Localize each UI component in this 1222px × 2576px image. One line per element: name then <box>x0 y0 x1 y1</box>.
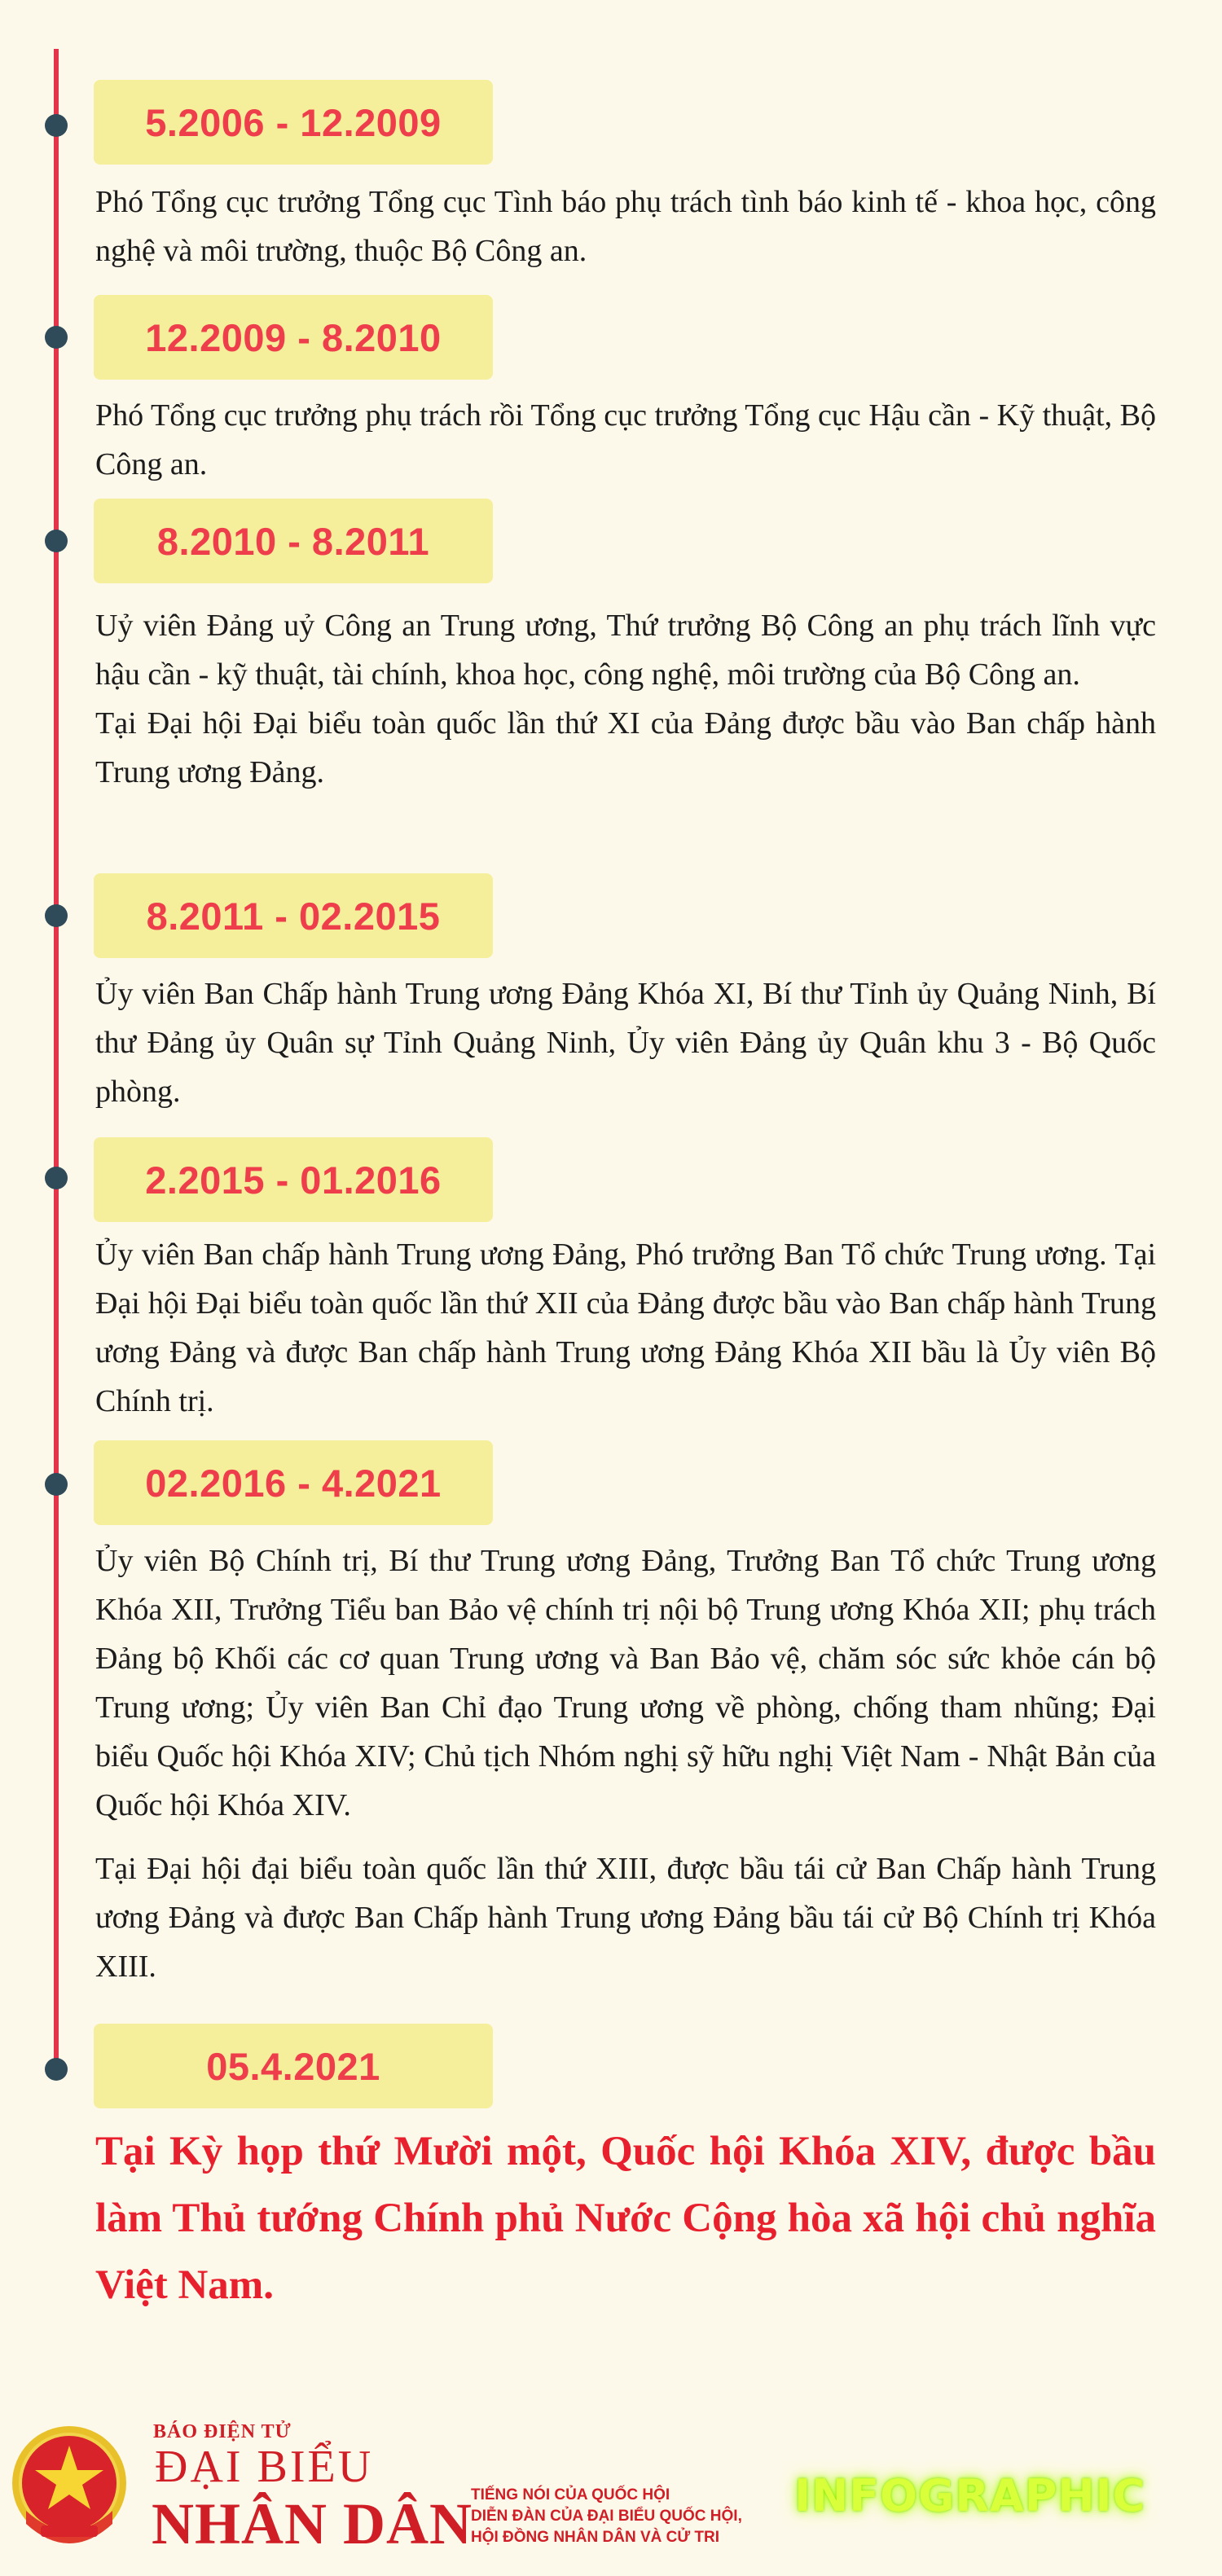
entry-paragraph: Ủy viên Ban chấp hành Trung ương Đảng, Phó trưởng Ban Tổ chức Trung ương. Tại Đại hội Đại biểu toàn quốc lần thứ XII của Đảng được bầu vào Ban chấp hành Trung ương Đảng và được Ban chấp hành Trung ương Đảng Khóa XII bầu là Ủy viên Bộ Chính trị. <box>95 1237 1156 1418</box>
footer <box>0 2395 1222 2576</box>
date-label: 12.2009 - 8.2010 <box>94 295 493 380</box>
tagline <box>471 2485 764 2548</box>
final-text: Tại Kỳ họp thứ Mười một, Quốc hội Khóa XIV, được bầu làm Thủ tướng Chính phủ Nước Cộng hòa xã hội chủ nghĩa Việt Nam. <box>95 2129 1156 2308</box>
timeline-dot <box>45 530 68 552</box>
entry-paragraph: Ủy viên Bộ Chính trị, Bí thư Trung ương Đảng, Trưởng Ban Tổ chức Trung ương Khóa XII, Trưởng Tiểu ban Bảo vệ chính trị nội bộ Trung ương Khóa XII; phụ trách Đảng bộ Khối các cơ quan Trung ương và Ban Bảo vệ, chăm sóc sức khỏe cán bộ Trung ương; Ủy viên Ban Chỉ đạo Trung ương về phòng, chống tham nhũng; Đại biểu Quốc hội Khóa XIV; Chủ tịch Nhóm nghị sỹ hữu nghị Việt Nam - Nhật Bản của Quốc hội Khóa XIV. <box>95 1544 1156 1822</box>
entry-text <box>95 969 1156 1116</box>
paper-mid-title: ĐẠI BIỂU <box>155 2442 374 2492</box>
entry-paragraph: Ủy viên Ban Chấp hành Trung ương Đảng Khóa XI, Bí thư Tỉnh ủy Quảng Ninh, Bí thư Đảng ủy Quân sự Tỉnh Quảng Ninh, Ủy viên Đảng ủy Quân khu 3 - Bộ Quốc phòng. <box>95 977 1156 1109</box>
entry-text <box>95 1536 1156 1991</box>
date-label: 05.4.2021 <box>94 2024 493 2108</box>
entry-paragraph: Phó Tổng cục trưởng Tổng cục Tình báo phụ trách tình báo kinh tế - khoa học, công nghệ và môi trường, thuộc Bộ Công an. <box>95 185 1156 268</box>
date-label: 8.2010 - 8.2011 <box>94 499 493 583</box>
date-label: 8.2011 - 02.2015 <box>94 873 493 958</box>
timeline-dot <box>45 114 68 137</box>
date-label: 5.2006 - 12.2009 <box>94 80 493 165</box>
tagline-line: TIẾNG NÓI CỦA QUỐC HỘI <box>471 2486 670 2503</box>
paper-small-title: BÁO ĐIỆN TỬ <box>153 2421 292 2442</box>
entry-text <box>95 1230 1156 1426</box>
entry-paragraph: Tại Đại hội đại biểu toàn quốc lần thứ XIII, được bầu tái cử Ban Chấp hành Trung ương Đảng và được Ban Chấp hành Trung ương Đảng bầu tái cử Bộ Chính trị Khóa XIII. <box>95 1852 1156 1984</box>
entry-paragraph: Tại Đại hội Đại biểu toàn quốc lần thứ XI của Đảng được bầu vào Ban chấp hành Trung ương Đảng. <box>95 706 1156 789</box>
tagline-line: HỘI ĐỒNG NHÂN DÂN VÀ CỬ TRI <box>471 2529 719 2546</box>
infographic-label: INFOGRAPHIC <box>794 2470 1146 2521</box>
national-emblem-icon <box>8 2420 130 2558</box>
tagline-line: DIỄN ĐÀN CỦA ĐẠI BIỂU QUỐC HỘI, <box>471 2508 742 2525</box>
timeline-dot <box>45 1167 68 1189</box>
entry-paragraph: Uỷ viên Đảng uỷ Công an Trung ương, Thứ trưởng Bộ Công an phụ trách lĩnh vực hậu cần - kỹ thuật, tài chính, khoa học, công nghệ, môi trường của Bộ Công an. <box>95 609 1156 692</box>
timeline-dot <box>45 1473 68 1496</box>
timeline-dot <box>45 2058 68 2081</box>
entry-text <box>95 178 1156 275</box>
entry-text <box>95 601 1156 797</box>
paper-big-title: NHÂN DÂN <box>152 2491 473 2556</box>
entry-text <box>95 391 1156 489</box>
entry-paragraph: Phó Tổng cục trưởng phụ trách rồi Tổng cục trưởng Tổng cục Hậu cần - Kỹ thuật, Bộ Công an. <box>95 398 1156 481</box>
date-label: 02.2016 - 4.2021 <box>94 1440 493 1525</box>
timeline-dot <box>45 904 68 927</box>
timeline-dot <box>45 326 68 349</box>
timeline-line <box>54 49 59 2077</box>
date-label: 2.2015 - 01.2016 <box>94 1137 493 1222</box>
